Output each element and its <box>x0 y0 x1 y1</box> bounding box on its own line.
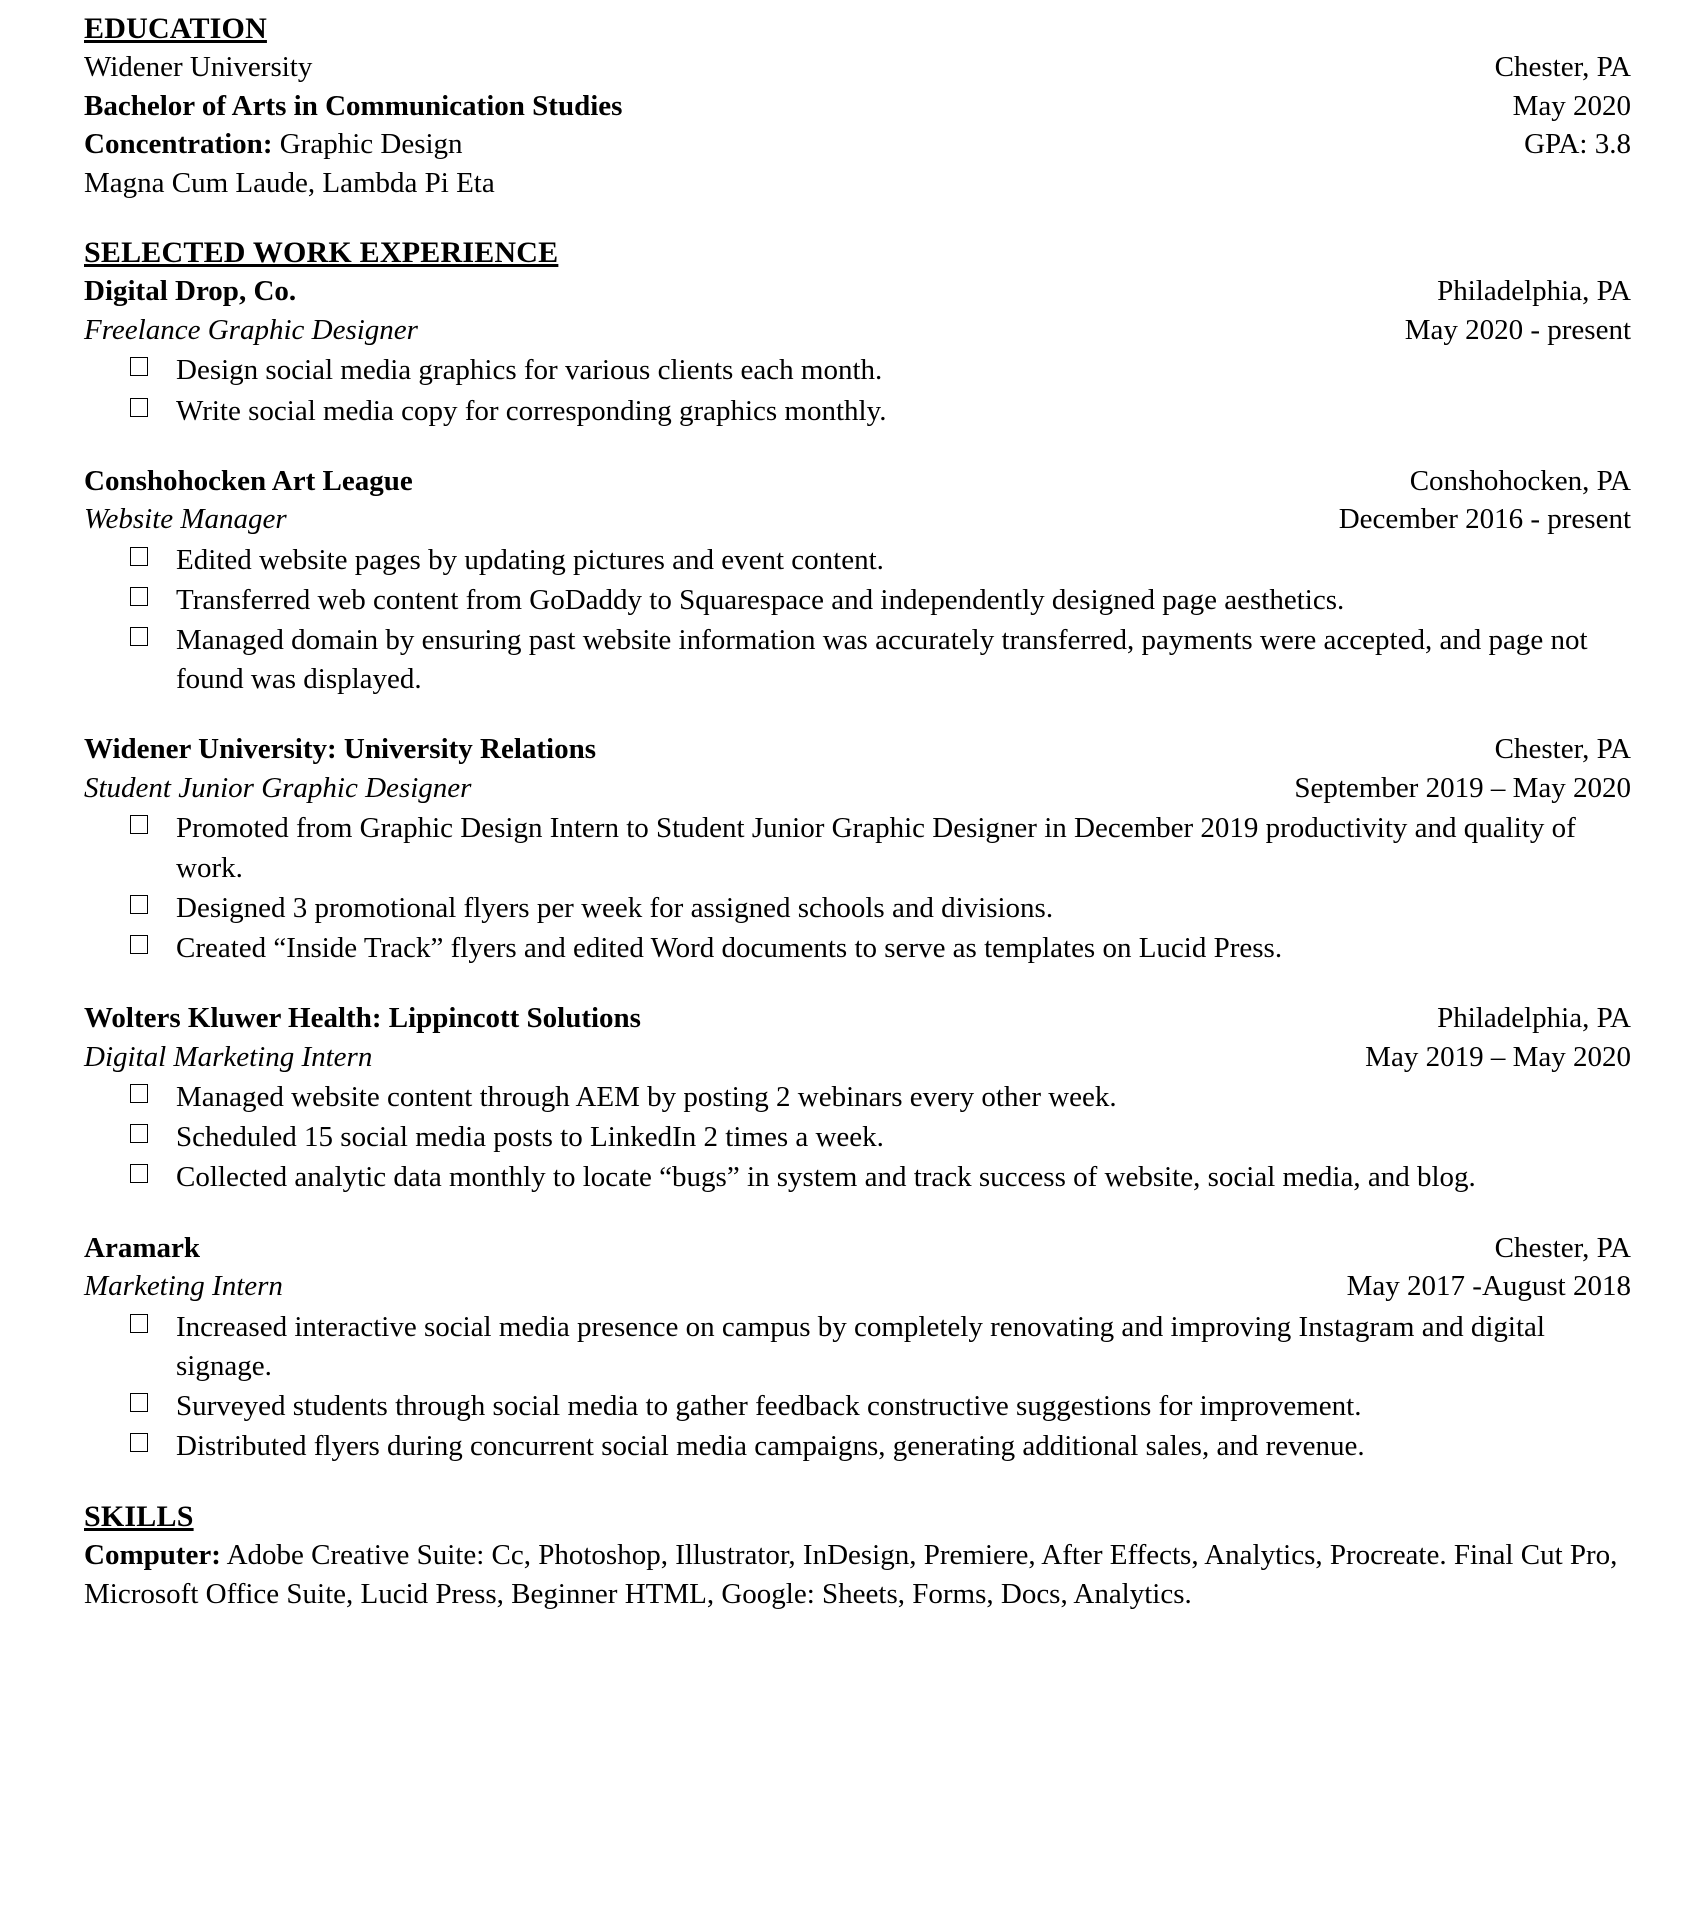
list-item <box>84 889 1631 928</box>
spacer-after-education <box>84 206 1631 236</box>
job-role-row <box>84 1038 1631 1077</box>
checkbox-icon <box>130 547 148 566</box>
job-role-row <box>84 769 1631 808</box>
job-dates: December 2016 - present <box>1338 503 1631 536</box>
job-role: Marketing Intern <box>84 1270 283 1303</box>
checkbox-icon <box>130 357 148 376</box>
education-section <box>84 12 1631 202</box>
bullet-text: Created “Inside Track” flyers and edited Word documents to serve as templates on Lucid Press. <box>176 931 1283 964</box>
job-role: Freelance Graphic Designer <box>84 313 418 346</box>
job-employer: Wolters Kluwer Health: Lippincott Solutions <box>84 1002 641 1035</box>
job-bullets <box>84 541 1631 700</box>
checkbox-icon <box>130 815 148 834</box>
education-concentration-value: Graphic Design <box>272 128 463 161</box>
skills-computer-value: Adobe Creative Suite: Cc, Photoshop, Illustrator, InDesign, Premiere, After Effects, Analytics, Procreate. Final Cut Pro, Microsoft Office Suite, Lucid Press, Beginner HTML, Google: Sheets, Forms, Docs, Analytics. <box>84 1539 1618 1611</box>
job-bullets <box>84 1078 1631 1197</box>
checkbox-icon <box>130 1314 148 1333</box>
bullet-text: Increased interactive social media presence on campus by completely renovating and improving Instagram and digital signage. <box>176 1310 1545 1382</box>
skills-computer-label: Computer: <box>84 1539 221 1572</box>
job-dates: May 2020 - present <box>1404 313 1631 346</box>
experience-job <box>84 462 1631 700</box>
checkbox-icon <box>130 935 148 954</box>
job-bullets <box>84 1308 1631 1467</box>
education-school-location: Chester, PA <box>1494 51 1631 83</box>
list-item <box>84 1387 1631 1426</box>
education-degree: Bachelor of Arts in Communication Studies <box>84 89 623 122</box>
job-role: Digital Marketing Intern <box>84 1040 373 1073</box>
bullet-text: Managed domain by ensuring past website information was accurately transferred, payments were accepted, and page not found was displayed. <box>176 624 1588 696</box>
education-degree-date: May 2020 <box>1512 89 1631 122</box>
list-item <box>84 1078 1631 1117</box>
education-concentration <box>84 125 463 164</box>
spacer-before-skills <box>84 1470 1631 1500</box>
checkbox-icon <box>130 1433 148 1452</box>
experience-job <box>84 1229 1631 1467</box>
bullet-text: Design social media graphics for various clients each month. <box>176 354 883 387</box>
job-location: Chester, PA <box>1494 1231 1631 1264</box>
spacer-between-jobs <box>84 1199 1631 1229</box>
skills-heading: SKILLS <box>84 1500 194 1534</box>
job-employer: Digital Drop, Co. <box>84 275 297 308</box>
list-item <box>84 1118 1631 1157</box>
bullet-text: Collected analytic data monthly to locate “bugs” in system and track success of website, social media, and blog. <box>176 1161 1476 1194</box>
experience-job <box>84 272 1631 430</box>
job-header-row <box>84 730 1631 769</box>
checkbox-icon <box>130 627 148 646</box>
experience-job <box>84 999 1631 1198</box>
checkbox-icon <box>130 1084 148 1103</box>
list-item <box>84 1427 1631 1466</box>
spacer-between-jobs <box>84 969 1631 999</box>
experience-section <box>84 236 1631 1466</box>
job-role-row <box>84 311 1631 350</box>
job-header-row <box>84 462 1631 501</box>
job-employer: Aramark <box>84 1231 200 1264</box>
list-item <box>84 1158 1631 1197</box>
list-item <box>84 929 1631 968</box>
checkbox-icon <box>130 1124 148 1143</box>
education-gpa: GPA: 3.8 <box>1524 128 1631 161</box>
bullet-text: Scheduled 15 social media posts to LinkedIn 2 times a week. <box>176 1121 884 1154</box>
education-heading-wrap <box>84 12 1631 48</box>
education-honors: Magna Cum Laude, Lambda Pi Eta <box>84 166 495 199</box>
education-school: Widener University <box>84 51 313 83</box>
job-employer: Conshohocken Art League <box>84 464 413 497</box>
job-location: Conshohocken, PA <box>1409 464 1631 497</box>
job-bullets <box>84 809 1631 968</box>
job-header-row <box>84 272 1631 311</box>
checkbox-icon <box>130 587 148 606</box>
job-dates: May 2017 -August 2018 <box>1346 1270 1631 1303</box>
job-role-row <box>84 1267 1631 1306</box>
job-role: Student Junior Graphic Designer <box>84 771 472 804</box>
bullet-text: Managed website content through AEM by posting 2 webinars every other week. <box>176 1081 1117 1114</box>
education-school-row <box>84 48 1631 87</box>
bullet-text: Surveyed students through social media to gather feedback constructive suggestions for improvement. <box>176 1389 1362 1422</box>
job-role-row <box>84 500 1631 539</box>
job-dates: May 2019 – May 2020 <box>1365 1040 1631 1073</box>
checkbox-icon <box>130 398 148 417</box>
bullet-text: Promoted from Graphic Design Intern to Student Junior Graphic Designer in December 2019 productivity and quality of work. <box>176 812 1576 884</box>
spacer-between-jobs <box>84 700 1631 730</box>
job-location: Philadelphia, PA <box>1437 275 1631 308</box>
list-item <box>84 581 1631 620</box>
bullet-text: Designed 3 promotional flyers per week for assigned schools and divisions. <box>176 891 1054 924</box>
list-item <box>84 1308 1631 1386</box>
experience-job <box>84 730 1631 968</box>
job-role: Website Manager <box>84 503 287 536</box>
experience-heading-wrap <box>84 236 1631 272</box>
checkbox-icon <box>130 1164 148 1183</box>
job-header-row <box>84 1229 1631 1268</box>
list-item <box>84 621 1631 699</box>
bullet-text: Write social media copy for corresponding graphics monthly. <box>176 394 887 427</box>
spacer-between-jobs <box>84 432 1631 462</box>
skills-computer-line <box>84 1536 1631 1614</box>
education-degree-row <box>84 87 1631 126</box>
list-item <box>84 541 1631 580</box>
skills-heading-wrap <box>84 1500 1631 1536</box>
list-item <box>84 351 1631 390</box>
bullet-text: Distributed flyers during concurrent social media campaigns, generating additional sales, and revenue. <box>176 1430 1365 1463</box>
job-location: Philadelphia, PA <box>1437 1002 1631 1035</box>
job-dates: September 2019 – May 2020 <box>1294 771 1631 804</box>
list-item <box>84 809 1631 887</box>
experience-heading: SELECTED WORK EXPERIENCE <box>84 236 559 270</box>
bullet-text: Edited website pages by updating pictures and event content. <box>176 543 884 576</box>
bullet-text: Transferred web content from GoDaddy to Squarespace and independently designed page aesthetics. <box>176 583 1345 616</box>
checkbox-icon <box>130 1393 148 1412</box>
job-bullets <box>84 351 1631 430</box>
list-item <box>84 392 1631 431</box>
job-location: Chester, PA <box>1494 733 1631 766</box>
checkbox-icon <box>130 895 148 914</box>
job-employer: Widener University: University Relations <box>84 733 597 766</box>
education-concentration-row <box>84 125 1631 164</box>
education-concentration-label: Concentration: <box>84 128 273 161</box>
skills-section <box>84 1500 1631 1614</box>
job-header-row <box>84 999 1631 1038</box>
education-heading: EDUCATION <box>84 12 267 45</box>
